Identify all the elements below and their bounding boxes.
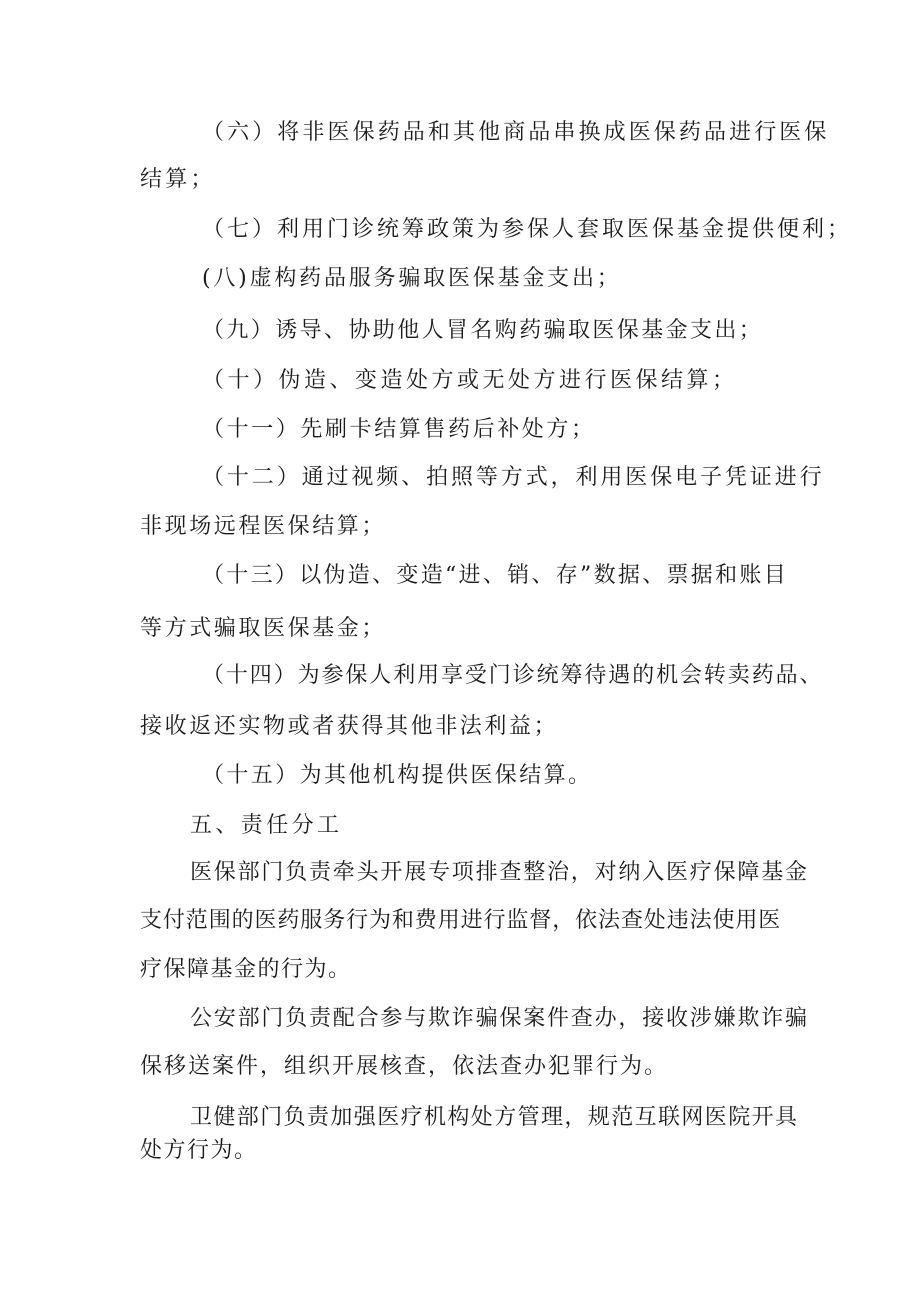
item-9: （九）诱导、协助他人冒名购药骗取医保基金支出； — [202, 318, 764, 343]
health-paragraph-line-2: 处方行为。 — [140, 1138, 258, 1163]
medical-insurance-paragraph-line-2: 支付范围的医药服务行为和费用进行监督，依法查处违法使用医 — [140, 908, 782, 933]
medical-insurance-paragraph-line-3: 疗保障基金的行为。 — [140, 957, 352, 982]
item-15: （十五）为其他机构提供医保结算。 — [202, 763, 593, 788]
public-security-paragraph-line-1: 公安部门负责配合参与欺诈骗保案件查办，接收涉嫌欺诈骗 — [190, 1006, 809, 1031]
medical-insurance-paragraph-line-1: 医保部门负责牵头开展专项排查整治，对纳入医疗保障基金 — [190, 860, 809, 885]
item-11: （十一）先刷卡结算售药后补处方； — [202, 417, 596, 442]
item-12-line-2: 非现场远程医保结算； — [140, 514, 387, 539]
item-6-line-2: 结算； — [140, 167, 216, 192]
item-7: （七）利用门诊统筹政策为参保人套取医保基金提供便利； — [202, 217, 853, 242]
item-13-line-1: （十三）以伪造、变造“进、销、存”数据、票据和账目 — [202, 563, 788, 588]
item-14-line-2: 接收返还实物或者获得其他非法利益； — [140, 714, 559, 739]
section-heading: 五、责任分工 — [190, 813, 343, 838]
item-6-line-1: （六）将非医保药品和其他商品串换成医保药品进行医保 — [202, 120, 830, 145]
item-13-line-2: 等方式骗取医保基金； — [140, 616, 387, 641]
health-paragraph-line-1: 卫健部门负责加强医疗机构处方管理，规范互联网医院开具 — [190, 1105, 799, 1130]
item-14-line-1: （十四）为参保人利用享受门诊统筹待遇的机会转卖药品、 — [202, 663, 824, 688]
item-12-line-1: （十二）通过视频、拍照等方式，利用医保电子凭证进行 — [202, 465, 825, 490]
public-security-paragraph-line-2: 保移送案件，组织开展核查，依法查办犯罪行为。 — [140, 1054, 669, 1079]
item-8: (八)虚构药品服务骗取医保基金支出； — [202, 266, 622, 291]
item-10: （十）伪造、变造处方或无处方进行医保结算； — [202, 368, 738, 393]
